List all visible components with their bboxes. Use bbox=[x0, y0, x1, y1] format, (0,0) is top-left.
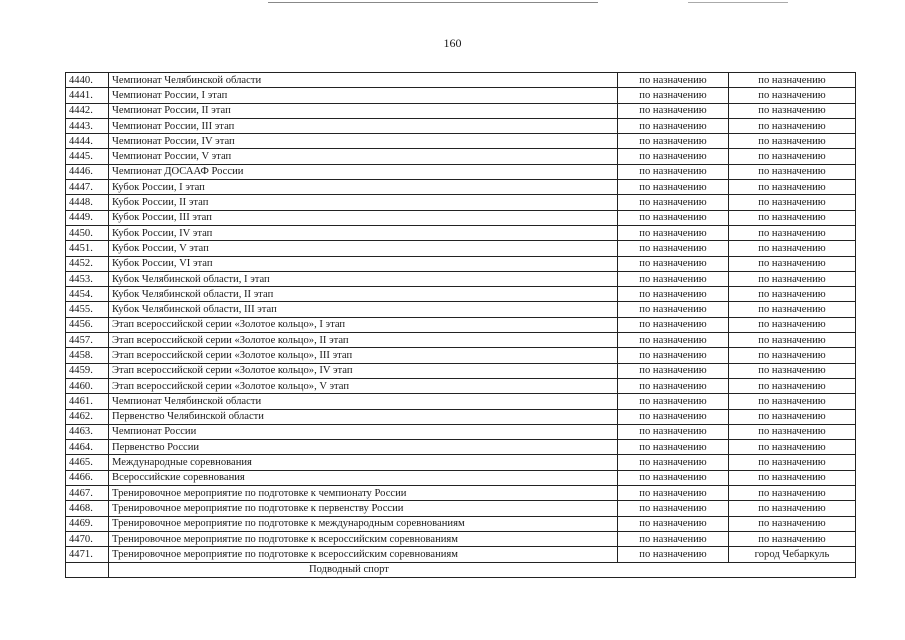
table-row bbox=[66, 501, 856, 516]
dates-cell: по назначению bbox=[618, 256, 729, 271]
location-cell: по назначению bbox=[729, 394, 856, 409]
location-cell: по назначению bbox=[729, 317, 856, 332]
table-row bbox=[66, 73, 856, 88]
row-number-cell: 4468. bbox=[66, 501, 109, 516]
event-name-cell: Этап всероссийской серии «Золотое кольцо», IV этап bbox=[109, 363, 618, 378]
row-number-cell: 4463. bbox=[66, 424, 109, 439]
dates-cell: по назначению bbox=[618, 333, 729, 348]
location-cell: по назначению bbox=[729, 118, 856, 133]
row-number-cell: 4447. bbox=[66, 180, 109, 195]
location-cell: по назначению bbox=[729, 134, 856, 149]
table-row bbox=[66, 225, 856, 240]
location-cell: по назначению bbox=[729, 302, 856, 317]
row-number-cell: 4451. bbox=[66, 241, 109, 256]
event-name-cell: Чемпионат России, V этап bbox=[109, 149, 618, 164]
row-number-cell: 4452. bbox=[66, 256, 109, 271]
location-cell: по назначению bbox=[729, 440, 856, 455]
location-cell: по назначению bbox=[729, 149, 856, 164]
dates-cell: по назначению bbox=[618, 88, 729, 103]
table-row bbox=[66, 271, 856, 286]
dates-cell: по назначению bbox=[618, 287, 729, 302]
event-name-cell: Чемпионат Челябинской области bbox=[109, 73, 618, 88]
event-name-cell: Чемпионат России bbox=[109, 424, 618, 439]
table-row bbox=[66, 516, 856, 531]
event-name-cell: Тренировочное мероприятие по подготовке к всероссийским соревнованиям bbox=[109, 531, 618, 546]
location-cell: по назначению bbox=[729, 424, 856, 439]
location-cell: по назначению bbox=[729, 531, 856, 546]
table-row bbox=[66, 164, 856, 179]
row-number-cell: 4450. bbox=[66, 225, 109, 240]
dates-cell: по назначению bbox=[618, 348, 729, 363]
table-row bbox=[66, 149, 856, 164]
dates-cell: по назначению bbox=[618, 501, 729, 516]
table-row bbox=[66, 363, 856, 378]
event-name-cell: Тренировочное мероприятие по подготовке к международным соревнованиям bbox=[109, 516, 618, 531]
location-cell: по назначению bbox=[729, 486, 856, 501]
row-number-cell: 4471. bbox=[66, 547, 109, 562]
table-row bbox=[66, 424, 856, 439]
dates-cell: по назначению bbox=[618, 118, 729, 133]
row-number-cell: 4442. bbox=[66, 103, 109, 118]
dates-cell: по назначению bbox=[618, 164, 729, 179]
table-row bbox=[66, 180, 856, 195]
row-number-cell: 4455. bbox=[66, 302, 109, 317]
location-cell: по назначению bbox=[729, 287, 856, 302]
row-number-cell: 4458. bbox=[66, 348, 109, 363]
event-name-cell: Этап всероссийской серии «Золотое кольцо», III этап bbox=[109, 348, 618, 363]
table-row bbox=[66, 241, 856, 256]
row-number-cell: 4457. bbox=[66, 333, 109, 348]
event-name-cell: Кубок Челябинской области, II этап bbox=[109, 287, 618, 302]
row-number-cell: 4454. bbox=[66, 287, 109, 302]
table-row bbox=[66, 378, 856, 393]
row-number-cell: 4448. bbox=[66, 195, 109, 210]
table-row bbox=[66, 103, 856, 118]
dates-cell: по назначению bbox=[618, 470, 729, 485]
event-name-cell: Чемпионат России, II этап bbox=[109, 103, 618, 118]
page-number: 160 bbox=[443, 36, 462, 50]
row-number-cell: 4444. bbox=[66, 134, 109, 149]
location-cell: по назначению bbox=[729, 348, 856, 363]
location-cell: по назначению bbox=[729, 103, 856, 118]
event-name-cell: Тренировочное мероприятие по подготовке к чемпионату России bbox=[109, 486, 618, 501]
table-row bbox=[66, 409, 856, 424]
dates-cell: по назначению bbox=[618, 516, 729, 531]
row-number-cell: 4459. bbox=[66, 363, 109, 378]
location-cell: по назначению bbox=[729, 241, 856, 256]
events-table bbox=[65, 72, 856, 578]
events-table-body bbox=[66, 73, 856, 578]
event-name-cell: Этап всероссийской серии «Золотое кольцо», V этап bbox=[109, 378, 618, 393]
dates-cell: по назначению bbox=[618, 73, 729, 88]
event-name-cell: Кубок России, IV этап bbox=[109, 225, 618, 240]
row-number-cell: 4467. bbox=[66, 486, 109, 501]
dates-cell: по назначению bbox=[618, 394, 729, 409]
table-row bbox=[66, 134, 856, 149]
dates-cell: по назначению bbox=[618, 378, 729, 393]
event-name-cell: Кубок России, V этап bbox=[109, 241, 618, 256]
event-name-cell: Этап всероссийской серии «Золотое кольцо», I этап bbox=[109, 317, 618, 332]
event-name-cell: Кубок России, I этап bbox=[109, 180, 618, 195]
location-cell: по назначению bbox=[729, 516, 856, 531]
event-name-cell: Международные соревнования bbox=[109, 455, 618, 470]
event-name-cell: Тренировочное мероприятие по подготовке к первенству России bbox=[109, 501, 618, 516]
dates-cell: по назначению bbox=[618, 486, 729, 501]
row-number-cell: 4464. bbox=[66, 440, 109, 455]
event-name-cell: Первенство Челябинской области bbox=[109, 409, 618, 424]
event-name-cell: Чемпионат Челябинской области bbox=[109, 394, 618, 409]
dates-cell: по назначению bbox=[618, 409, 729, 424]
event-name-cell: Кубок Челябинской области, III этап bbox=[109, 302, 618, 317]
top-edge-line bbox=[268, 2, 598, 3]
table-row bbox=[66, 394, 856, 409]
location-cell: по назначению bbox=[729, 378, 856, 393]
event-name-cell: Чемпионат России, IV этап bbox=[109, 134, 618, 149]
dates-cell: по назначению bbox=[618, 424, 729, 439]
section-title-cell: Подводный спорт bbox=[109, 562, 856, 577]
dates-cell: по назначению bbox=[618, 210, 729, 225]
location-cell: по назначению bbox=[729, 88, 856, 103]
table-row bbox=[66, 118, 856, 133]
table-row bbox=[66, 455, 856, 470]
location-cell: по назначению bbox=[729, 73, 856, 88]
location-cell: по назначению bbox=[729, 256, 856, 271]
location-cell: по назначению bbox=[729, 333, 856, 348]
table-row bbox=[66, 333, 856, 348]
location-cell: город Чебаркуль bbox=[729, 547, 856, 562]
dates-cell: по назначению bbox=[618, 149, 729, 164]
row-number-cell: 4440. bbox=[66, 73, 109, 88]
row-number-cell: 4453. bbox=[66, 271, 109, 286]
dates-cell: по назначению bbox=[618, 180, 729, 195]
table-row bbox=[66, 531, 856, 546]
dates-cell: по назначению bbox=[618, 317, 729, 332]
section-row bbox=[66, 562, 856, 577]
location-cell: по назначению bbox=[729, 470, 856, 485]
event-name-cell: Чемпионат России, I этап bbox=[109, 88, 618, 103]
table-row bbox=[66, 440, 856, 455]
event-name-cell: Первенство России bbox=[109, 440, 618, 455]
event-name-cell: Кубок России, II этап bbox=[109, 195, 618, 210]
row-number-cell: 4443. bbox=[66, 118, 109, 133]
location-cell: по назначению bbox=[729, 501, 856, 516]
row-number-cell: 4449. bbox=[66, 210, 109, 225]
dates-cell: по назначению bbox=[618, 195, 729, 210]
table-row bbox=[66, 302, 856, 317]
table-row bbox=[66, 317, 856, 332]
event-name-cell: Кубок Челябинской области, I этап bbox=[109, 271, 618, 286]
table-row bbox=[66, 486, 856, 501]
dates-cell: по назначению bbox=[618, 241, 729, 256]
row-number-cell: 4446. bbox=[66, 164, 109, 179]
table-row bbox=[66, 470, 856, 485]
dates-cell: по назначению bbox=[618, 134, 729, 149]
dates-cell: по назначению bbox=[618, 440, 729, 455]
location-cell: по назначению bbox=[729, 455, 856, 470]
dates-cell: по назначению bbox=[618, 302, 729, 317]
top-edge-line-right bbox=[688, 2, 788, 3]
dates-cell: по назначению bbox=[618, 103, 729, 118]
row-number-cell: 4466. bbox=[66, 470, 109, 485]
dates-cell: по назначению bbox=[618, 271, 729, 286]
row-number-cell: 4462. bbox=[66, 409, 109, 424]
table-row bbox=[66, 88, 856, 103]
location-cell: по назначению bbox=[729, 271, 856, 286]
row-number-cell: 4469. bbox=[66, 516, 109, 531]
location-cell: по назначению bbox=[729, 409, 856, 424]
event-name-cell: Тренировочное мероприятие по подготовке к всероссийским соревнованиям bbox=[109, 547, 618, 562]
event-name-cell: Всероссийские соревнования bbox=[109, 470, 618, 485]
event-name-cell: Кубок России, III этап bbox=[109, 210, 618, 225]
location-cell: по назначению bbox=[729, 180, 856, 195]
table-row bbox=[66, 547, 856, 562]
row-number-cell: 4470. bbox=[66, 531, 109, 546]
location-cell: по назначению bbox=[729, 164, 856, 179]
row-number-cell: 4465. bbox=[66, 455, 109, 470]
dates-cell: по назначению bbox=[618, 363, 729, 378]
location-cell: по назначению bbox=[729, 210, 856, 225]
row-number-cell: 4441. bbox=[66, 88, 109, 103]
row-number-cell: 4456. bbox=[66, 317, 109, 332]
row-number-cell: 4445. bbox=[66, 149, 109, 164]
row-number-cell: 4461. bbox=[66, 394, 109, 409]
row-number-cell: 4460. bbox=[66, 378, 109, 393]
table-row bbox=[66, 256, 856, 271]
event-name-cell: Этап всероссийской серии «Золотое кольцо», II этап bbox=[109, 333, 618, 348]
event-name-cell: Чемпионат ДОСААФ России bbox=[109, 164, 618, 179]
table-row bbox=[66, 210, 856, 225]
table-row bbox=[66, 348, 856, 363]
location-cell: по назначению bbox=[729, 363, 856, 378]
location-cell: по назначению bbox=[729, 225, 856, 240]
dates-cell: по назначению bbox=[618, 455, 729, 470]
event-name-cell: Чемпионат России, III этап bbox=[109, 118, 618, 133]
dates-cell: по назначению bbox=[618, 225, 729, 240]
table-row bbox=[66, 287, 856, 302]
event-name-cell: Кубок России, VI этап bbox=[109, 256, 618, 271]
dates-cell: по назначению bbox=[618, 531, 729, 546]
dates-cell: по назначению bbox=[618, 547, 729, 562]
section-number-cell bbox=[66, 562, 109, 577]
table-row bbox=[66, 195, 856, 210]
location-cell: по назначению bbox=[729, 195, 856, 210]
